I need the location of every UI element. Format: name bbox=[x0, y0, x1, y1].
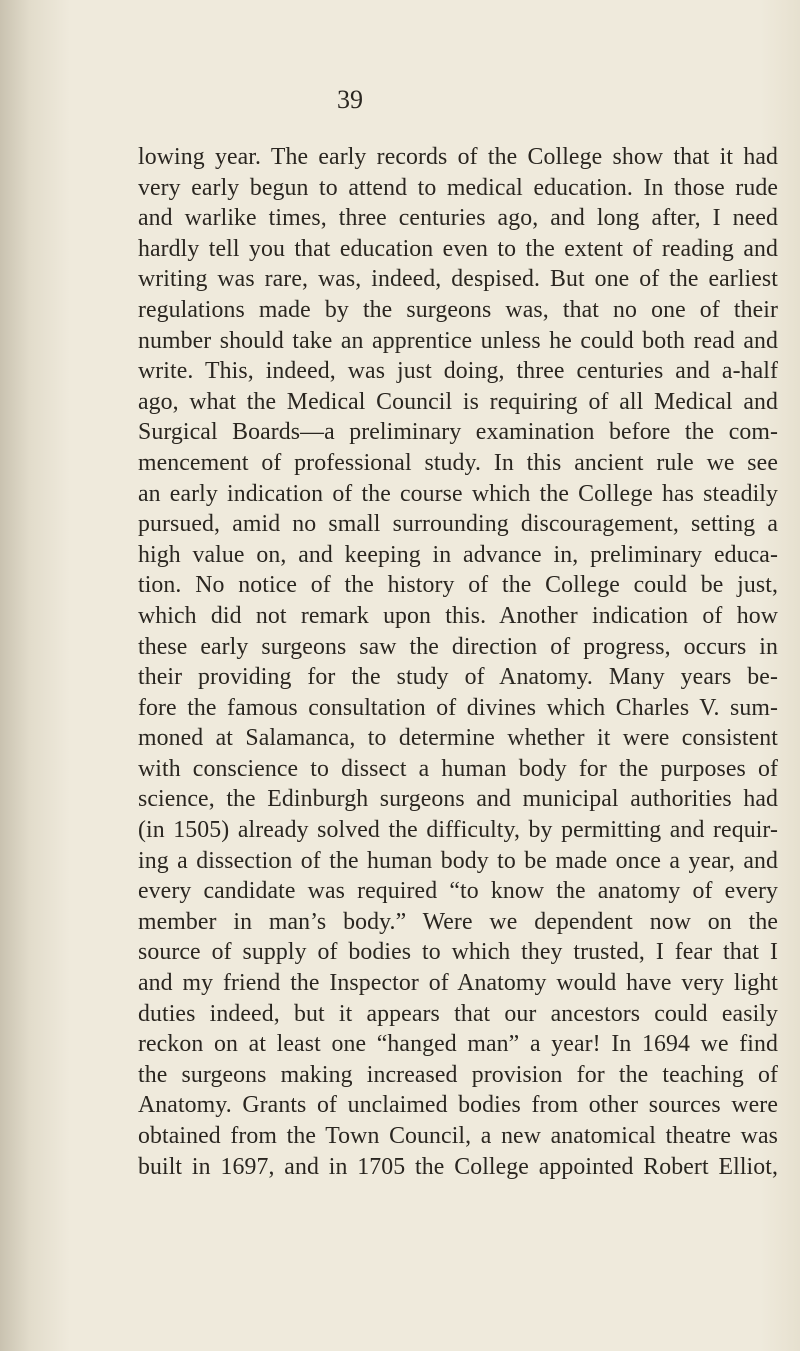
text-line: high value on, and keeping in advance in, preliminary educa- bbox=[138, 541, 778, 568]
text-line: member in man’s body.” Were we dependent now on the bbox=[138, 908, 778, 935]
text-line: and my friend the Inspector of Anatomy would have very light bbox=[138, 970, 778, 997]
text-line: Surgical Boards—a preliminary examination before the com- bbox=[138, 419, 778, 446]
text-line: lowing year. The early records of the College show that it had bbox=[138, 144, 778, 170]
text-line: writing was rare, was, indeed, despised. But one of the earliest bbox=[138, 266, 778, 293]
text-line: pursued, amid no small surrounding discouragement, setting a bbox=[138, 511, 778, 538]
text-line: source of supply of bodies to which they trusted, I fear that I bbox=[138, 939, 778, 966]
text-line: built in 1697, and in 1705 the College appointed Robert Elliot, bbox=[138, 1153, 778, 1180]
body-text bbox=[138, 142, 778, 1182]
text-line: their providing for the study of Anatomy. Many years be- bbox=[138, 664, 778, 691]
text-line: every candidate was required “to know the anatomy of every bbox=[138, 878, 778, 905]
text-line: reckon on at least one “hanged man” a year! In 1694 we find bbox=[138, 1031, 778, 1058]
text-line: ing a dissection of the human body to be made once a year, and bbox=[138, 847, 778, 874]
text-line: tion. No notice of the history of the College could be just, bbox=[138, 572, 778, 599]
text-line: these early surgeons saw the direction of progress, occurs in bbox=[138, 633, 778, 660]
text-line: write. This, indeed, was just doing, three centuries and a-half bbox=[138, 358, 778, 385]
text-line: Anatomy. Grants of unclaimed bodies from other sources were bbox=[138, 1092, 778, 1119]
text-line: which did not remark upon this. Another indication of how bbox=[138, 602, 778, 629]
text-line: number should take an apprentice unless he could both read and bbox=[138, 327, 778, 354]
text-line: an early indication of the course which the College has steadily bbox=[138, 480, 778, 507]
text-line: the surgeons making increased provision for the teaching of bbox=[138, 1061, 778, 1088]
text-line: science, the Edinburgh surgeons and municipal authorities had bbox=[138, 786, 778, 813]
text-line: regulations made by the surgeons was, that no one of their bbox=[138, 296, 778, 323]
text-line: and warlike times, three centuries ago, and long after, I need bbox=[138, 205, 778, 232]
page-number: 39 bbox=[337, 85, 363, 114]
text-line: hardly tell you that education even to the extent of reading and bbox=[138, 235, 778, 262]
text-line: (in 1505) already solved the difficulty, by permitting and requir- bbox=[138, 817, 778, 844]
text-line: duties indeed, but it appears that our ancestors could easily bbox=[138, 1000, 778, 1027]
text-line: mencement of professional study. In this ancient rule we see bbox=[138, 449, 778, 476]
text-line: with conscience to dissect a human body for the purposes of bbox=[138, 755, 778, 782]
text-line: very early begun to attend to medical education. In those rude bbox=[138, 174, 778, 201]
text-line: moned at Salamanca, to determine whether it were consistent bbox=[138, 725, 778, 752]
text-line: obtained from the Town Council, a new anatomical theatre was bbox=[138, 1123, 778, 1149]
text-line: ago, what the Medical Council is requiring of all Medical and bbox=[138, 388, 778, 415]
text-line: fore the famous consultation of divines which Charles V. sum- bbox=[138, 694, 778, 721]
